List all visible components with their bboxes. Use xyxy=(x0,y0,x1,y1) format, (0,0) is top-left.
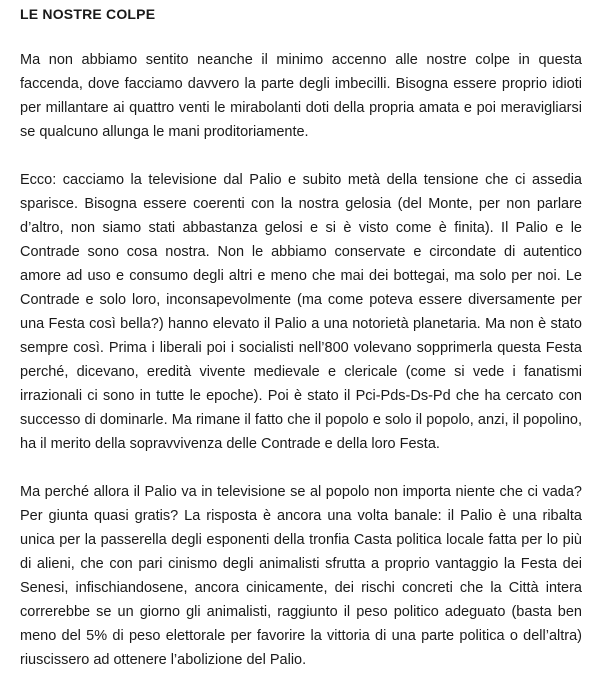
document-body xyxy=(20,0,582,696)
paragraph-1: Ma non abbiamo sentito neanche il minimo accenno alle nostre colpe in questa faccenda, dove facciamo davvero la parte degli imbecilli. Bisogna essere proprio idioti per millantare ai quattro venti le mirabolanti doti della propria amata e poi meravigliarsi se qualcuno allunga le mani proditoriamente. xyxy=(20,52,582,140)
paragraph-3: Ma perché allora il Palio va in televisione se al popolo non importa niente che ci vada? Per giunta quasi gratis? La risposta è ancora una volta banale: il Palio è una ribalta unica per la passerella degli esponenti della tronfia Casta politica locale fatta per lo più di alieni, che con pari cinismo degli animalisti sfrutta a proprio vantaggio la Festa dei Senesi, infischiandosene, ancora cinicamente, dei rischi concreti che la Città intera correrebbe se un giorno gli animalisti, raggiunto il peso politico adeguato (basta ben meno del 5% di peso elettorale per favorire la vittoria di una parte politica o dell’altra) riuscissero ad ottenere l’abolizione del Palio. xyxy=(20,484,582,668)
paragraph-2: Ecco: cacciamo la televisione dal Palio e subito metà della tensione che ci assedia sparisce. Bisogna essere coerenti con la nostra gelosia (del Monte, per non parlare d’altro, non siamo stati abbastanza gelosi e si è visto come è finita). Il Palio e le Contrade sono cosa nostra. Non le abbiamo conservate e circondate di autentico amore ad uso e consumo degli altri e meno che mai dei bottegai, ma solo per noi. Le Contrade e solo loro, inconsapevolmente (ma come poteva essere diversamente per una Festa così bella?) hanno elevato il Palio a una notorietà planetaria. Ma non è stato sempre così. Prima i liberali poi i socialisti nell’800 volevano sopprimerla questa Festa perché, dicevano, eredità vivente medievale e clericale (come si vede i fanatismi irrazionali ci sono in tutte le epoche). Poi è stato il Pci-Pds-Ds-Pd che ha cercato con successo di dominarle. Ma rimane il fatto che il popolo e solo il popolo, anzi, il popolino, ha il merito della sopravvivenza delle Contrade e della loro Festa. xyxy=(20,172,582,452)
document-title: LE NOSTRE COLPE xyxy=(20,6,156,22)
